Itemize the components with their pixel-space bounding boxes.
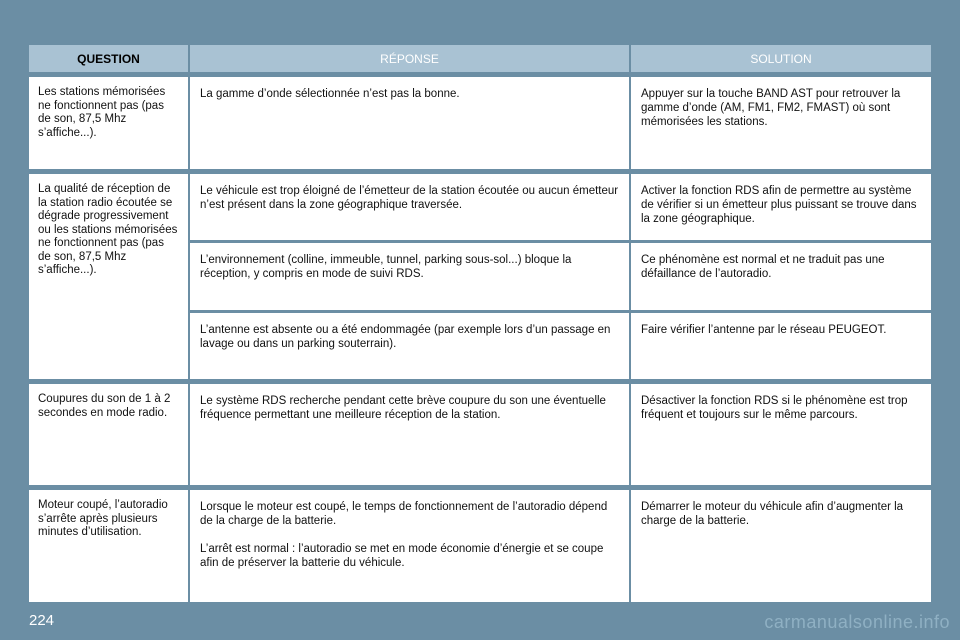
answer-cell: L’antenne est absente ou a été endommagée (par exemple lors d’un passage en lavage ou dans un parking souterrain). <box>190 313 629 379</box>
table-row <box>190 490 931 602</box>
solution-cell: Faire vérifier l’antenne par le réseau PEUGEOT. <box>631 313 931 379</box>
answer-paragraph: L’arrêt est normal : l’autoradio se met en mode économie d’énergie et se coupe afin de préserver la batterie du véhicule. <box>200 543 604 569</box>
answer-cell <box>190 490 629 602</box>
table-group <box>29 490 931 602</box>
solution-cell: Appuyer sur la touche BAND AST pour retrouver la gamme d’onde (AM, FM1, FM2, FMAST) où sont mémorisées les stations. <box>631 77 931 169</box>
answer-paragraph: Lorsque le moteur est coupé, le temps de fonctionnement de l’autoradio dépend de la charge de la batterie. <box>200 501 608 527</box>
page-number: 224 <box>29 612 55 629</box>
table-group <box>29 174 931 379</box>
table-row <box>190 77 931 169</box>
question-cell: Moteur coupé, l’autoradio s’arrête après plusieurs minutes d’utilisation. <box>29 490 188 602</box>
answer-cell: La gamme d’onde sélectionnée n’est pas la bonne. <box>190 77 629 169</box>
table-row <box>190 243 931 310</box>
watermark: carmanualsonline.info <box>764 612 950 632</box>
header-question: QUESTION <box>29 45 188 72</box>
solution-cell: Désactiver la fonction RDS si le phénomène est trop fréquent et toujours sur le même parcours. <box>631 384 931 485</box>
table-header <box>29 45 931 72</box>
table-row <box>190 313 931 379</box>
solution-cell: Démarrer le moteur du véhicule afin d’augmenter la charge de la batterie. <box>631 490 931 602</box>
solution-cell: Ce phénomène est normal et ne traduit pas une défaillance de l’autoradio. <box>631 243 931 310</box>
solution-cell: Activer la fonction RDS afin de permettre au système de vérifier si un émetteur plus puissant se trouve dans la zone géographique. <box>631 174 931 240</box>
answer-cell: L’environnement (colline, immeuble, tunnel, parking sous-sol...) bloque la réception, y compris en mode de suivi RDS. <box>190 243 629 310</box>
table-row <box>190 384 931 485</box>
question-cell: La qualité de réception de la station radio écoutée se dégrade progressivement ou les stations mémorisées ne fonctionnent pas (pas de son, 87,5 Mhz s’affiche...). <box>29 174 188 379</box>
table-group <box>29 77 931 169</box>
header-solution: SOLUTION <box>631 45 931 72</box>
table-group <box>29 384 931 485</box>
table-row <box>190 174 931 240</box>
question-cell: Les stations mémorisées ne fonctionnent pas (pas de son, 87,5 Mhz s’affiche...). <box>29 77 188 169</box>
question-cell: Coupures du son de 1 à 2 secondes en mode radio. <box>29 384 188 485</box>
header-answer: RÉPONSE <box>190 45 629 72</box>
troubleshooting-table <box>29 45 931 607</box>
answer-cell: Le système RDS recherche pendant cette brève coupure du son une éventuelle fréquence permettant une meilleure réception de la station. <box>190 384 629 485</box>
answer-cell: Le véhicule est trop éloigné de l’émetteur de la station écoutée ou aucun émetteur n’est présent dans la zone géographique traversée. <box>190 174 629 240</box>
